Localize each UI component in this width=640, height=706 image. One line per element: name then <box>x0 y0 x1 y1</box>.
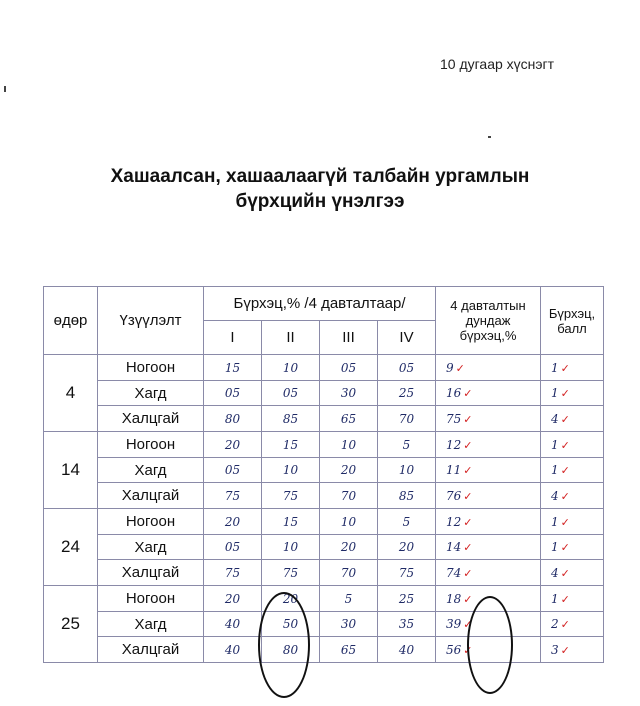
coverage-rep-1-cell <box>204 483 262 509</box>
value-text: 30 <box>340 386 357 400</box>
value-text: 12 <box>446 437 462 452</box>
scan-speck <box>488 136 491 138</box>
table-row <box>44 432 604 458</box>
indicator-cell: Ногоон <box>98 586 204 612</box>
coverage-rep-3-cell <box>320 432 378 458</box>
coverage-rep-1-cell <box>204 432 262 458</box>
coverage-rep-2-cell <box>262 406 320 432</box>
value-text: 20 <box>224 514 241 529</box>
coverage-rep-2-cell <box>262 509 320 535</box>
value-text: 75 <box>446 411 462 426</box>
coverage-rep-2-cell <box>262 432 320 458</box>
score-cell <box>541 432 604 458</box>
average-cell <box>436 406 541 432</box>
value-text: 70 <box>398 411 415 426</box>
coverage-rep-4-cell <box>378 432 436 458</box>
header-rep-3: III <box>320 321 378 355</box>
value-text: 1 <box>551 463 559 477</box>
coverage-rep-4-cell <box>378 458 436 483</box>
red-check-mark: ✓ <box>560 515 570 529</box>
value-text: 70 <box>340 488 357 503</box>
value-text: 05 <box>340 360 357 375</box>
value-text: 10 <box>340 514 357 529</box>
coverage-rep-2-cell <box>262 535 320 560</box>
coverage-rep-4-cell <box>378 560 436 586</box>
average-cell <box>436 483 541 509</box>
score-cell <box>541 355 604 381</box>
header-rep-4: IV <box>378 321 436 355</box>
coverage-rep-4-cell <box>378 406 436 432</box>
table-row <box>44 560 604 586</box>
value-text: 75 <box>398 565 415 580</box>
red-check-mark: ✓ <box>463 515 473 529</box>
coverage-rep-2-cell <box>262 483 320 509</box>
value-text: 15 <box>224 360 241 375</box>
value-text: 75 <box>282 488 299 503</box>
score-cell <box>541 381 604 406</box>
value-text: 5 <box>402 437 411 452</box>
day-cell: 24 <box>44 509 98 586</box>
table-row <box>44 381 604 406</box>
score-cell <box>541 612 604 637</box>
value-text: 05 <box>224 463 241 477</box>
coverage-rep-1-cell <box>204 355 262 381</box>
indicator-cell: Халцгай <box>98 560 204 586</box>
value-text: 1 <box>551 591 559 606</box>
coverage-rep-4-cell <box>378 355 436 381</box>
value-text: 20 <box>224 591 241 606</box>
score-cell <box>541 586 604 612</box>
indicator-cell: Хагд <box>98 612 204 637</box>
coverage-rep-3-cell <box>320 560 378 586</box>
coverage-rep-1-cell <box>204 509 262 535</box>
table-number-label: 10 дугаар хүснэгт <box>440 56 555 72</box>
value-text: 10 <box>398 463 415 477</box>
average-cell <box>436 355 541 381</box>
red-check-mark: ✓ <box>463 438 473 452</box>
coverage-rep-4-cell <box>378 483 436 509</box>
document-title-line-2: бүрхцийн үнэлгээ <box>235 191 405 212</box>
value-text: 74 <box>446 565 462 580</box>
red-check-mark: ✓ <box>560 489 570 503</box>
red-check-mark: ✓ <box>560 592 570 606</box>
red-check-mark: ✓ <box>463 643 473 657</box>
red-check-mark: ✓ <box>560 541 570 554</box>
indicator-cell: Ногоон <box>98 509 204 535</box>
value-text: 10 <box>282 540 299 554</box>
indicator-cell: Халцгай <box>98 637 204 663</box>
value-text: 5 <box>402 514 411 529</box>
value-text: 16 <box>446 386 462 400</box>
value-text: 40 <box>398 642 415 657</box>
header-coverage-group: Бүрхэц,% /4 давталтаар/ <box>204 287 436 321</box>
value-text: 5 <box>344 591 353 606</box>
header-day: өдөр <box>44 287 98 355</box>
red-check-mark: ✓ <box>560 464 570 477</box>
coverage-rep-3-cell <box>320 406 378 432</box>
red-check-mark: ✓ <box>463 412 473 426</box>
value-text: 05 <box>282 386 299 400</box>
value-text: 4 <box>551 411 559 426</box>
coverage-rep-4-cell <box>378 586 436 612</box>
value-text: 3 <box>551 642 559 657</box>
value-text: 75 <box>224 488 241 503</box>
score-cell <box>541 509 604 535</box>
value-text: 40 <box>224 642 241 657</box>
value-text: 15 <box>282 437 299 452</box>
header-rep-1: I <box>204 321 262 355</box>
value-text: 39 <box>446 617 462 631</box>
value-text: 05 <box>224 540 241 554</box>
value-text: 76 <box>446 488 462 503</box>
coverage-rep-3-cell <box>320 612 378 637</box>
table-row <box>44 637 604 663</box>
indicator-cell: Халцгай <box>98 483 204 509</box>
red-check-mark: ✓ <box>560 643 570 657</box>
table-row <box>44 458 604 483</box>
value-text: 80 <box>282 642 299 657</box>
coverage-table <box>43 286 604 663</box>
red-check-mark: ✓ <box>463 387 473 400</box>
value-text: 10 <box>340 437 357 452</box>
red-check-mark: ✓ <box>560 412 570 426</box>
red-check-mark: ✓ <box>463 566 473 580</box>
red-check-mark: ✓ <box>463 489 473 503</box>
coverage-rep-3-cell <box>320 637 378 663</box>
coverage-rep-1-cell <box>204 612 262 637</box>
value-text: 4 <box>551 488 559 503</box>
score-cell <box>541 458 604 483</box>
score-cell <box>541 406 604 432</box>
value-text: 4 <box>551 565 559 580</box>
average-cell <box>436 535 541 560</box>
value-text: 85 <box>282 411 299 426</box>
value-text: 40 <box>224 617 241 631</box>
value-text: 35 <box>398 617 415 631</box>
coverage-rep-3-cell <box>320 458 378 483</box>
table-row <box>44 355 604 381</box>
day-cell: 4 <box>44 355 98 432</box>
value-text: 20 <box>340 540 357 554</box>
value-text: 10 <box>282 360 299 375</box>
value-text: 85 <box>398 488 415 503</box>
indicator-cell: Хагд <box>98 381 204 406</box>
coverage-rep-2-cell <box>262 381 320 406</box>
coverage-rep-4-cell <box>378 637 436 663</box>
score-cell <box>541 560 604 586</box>
score-cell <box>541 637 604 663</box>
red-check-mark: ✓ <box>463 541 473 554</box>
header-score: Бүрхэц, балл <box>541 287 604 355</box>
score-cell <box>541 483 604 509</box>
indicator-cell: Халцгай <box>98 406 204 432</box>
coverage-rep-3-cell <box>320 509 378 535</box>
coverage-rep-2-cell <box>262 458 320 483</box>
value-text: 65 <box>340 642 357 657</box>
red-check-mark: ✓ <box>463 592 473 606</box>
value-text: 1 <box>551 437 559 452</box>
document-title-line-1: Хашаалсан, хашаалаагүй талбайн ургамлын <box>110 166 530 187</box>
coverage-rep-3-cell <box>320 355 378 381</box>
highlight-circle-average <box>467 596 513 694</box>
average-cell <box>436 560 541 586</box>
red-check-mark: ✓ <box>455 361 465 375</box>
value-text: 9 <box>446 360 454 375</box>
value-text: 2 <box>551 617 559 631</box>
scan-speck <box>4 86 6 92</box>
value-text: 80 <box>224 411 241 426</box>
table-row <box>44 535 604 560</box>
value-text: 15 <box>282 514 299 529</box>
value-text: 20 <box>282 591 299 606</box>
value-text: 20 <box>340 463 357 477</box>
coverage-rep-1-cell <box>204 406 262 432</box>
value-text: 1 <box>551 360 559 375</box>
value-text: 56 <box>446 642 462 657</box>
table-row <box>44 612 604 637</box>
red-check-mark: ✓ <box>463 464 473 477</box>
header-rep-2: II <box>262 321 320 355</box>
highlight-circle-rep-2 <box>258 592 310 698</box>
value-text: 05 <box>224 386 241 400</box>
value-text: 65 <box>340 411 357 426</box>
coverage-rep-1-cell <box>204 586 262 612</box>
table-row <box>44 509 604 535</box>
day-cell: 14 <box>44 432 98 509</box>
value-text: 30 <box>340 617 357 631</box>
coverage-rep-3-cell <box>320 586 378 612</box>
table-row <box>44 406 604 432</box>
average-cell <box>436 381 541 406</box>
average-cell <box>436 432 541 458</box>
value-text: 14 <box>446 540 462 554</box>
value-text: 70 <box>340 565 357 580</box>
value-text: 18 <box>446 591 462 606</box>
coverage-rep-3-cell <box>320 483 378 509</box>
header-average: 4 давталтын дундаж бүрхэц,% <box>436 287 541 355</box>
red-check-mark: ✓ <box>560 618 570 631</box>
red-check-mark: ✓ <box>560 566 570 580</box>
coverage-rep-4-cell <box>378 509 436 535</box>
red-check-mark: ✓ <box>560 361 570 375</box>
red-check-mark: ✓ <box>560 387 570 400</box>
average-cell <box>436 458 541 483</box>
day-cell: 25 <box>44 586 98 663</box>
coverage-rep-4-cell <box>378 612 436 637</box>
value-text: 75 <box>282 565 299 580</box>
value-text: 1 <box>551 540 559 554</box>
indicator-cell: Хагд <box>98 458 204 483</box>
coverage-rep-1-cell <box>204 535 262 560</box>
table-row <box>44 483 604 509</box>
coverage-rep-3-cell <box>320 381 378 406</box>
value-text: 1 <box>551 514 559 529</box>
coverage-rep-4-cell <box>378 535 436 560</box>
value-text: 11 <box>446 463 462 477</box>
value-text: 05 <box>398 360 415 375</box>
coverage-rep-4-cell <box>378 381 436 406</box>
coverage-rep-1-cell <box>204 381 262 406</box>
indicator-cell: Хагд <box>98 535 204 560</box>
indicator-cell: Ногоон <box>98 432 204 458</box>
value-text: 50 <box>282 617 299 631</box>
value-text: 20 <box>398 540 415 554</box>
coverage-rep-3-cell <box>320 535 378 560</box>
value-text: 1 <box>551 386 559 400</box>
coverage-rep-1-cell <box>204 637 262 663</box>
coverage-rep-1-cell <box>204 458 262 483</box>
value-text: 20 <box>224 437 241 452</box>
value-text: 25 <box>398 386 415 400</box>
value-text: 12 <box>446 514 462 529</box>
coverage-rep-2-cell <box>262 560 320 586</box>
value-text: 25 <box>398 591 415 606</box>
red-check-mark: ✓ <box>463 618 473 631</box>
red-check-mark: ✓ <box>560 438 570 452</box>
value-text: 75 <box>224 565 241 580</box>
table-row <box>44 586 604 612</box>
score-cell <box>541 535 604 560</box>
coverage-rep-1-cell <box>204 560 262 586</box>
header-indicator: Үзүүлэлт <box>98 287 204 355</box>
value-text: 10 <box>282 463 299 477</box>
average-cell <box>436 509 541 535</box>
indicator-cell: Ногоон <box>98 355 204 381</box>
coverage-rep-2-cell <box>262 355 320 381</box>
